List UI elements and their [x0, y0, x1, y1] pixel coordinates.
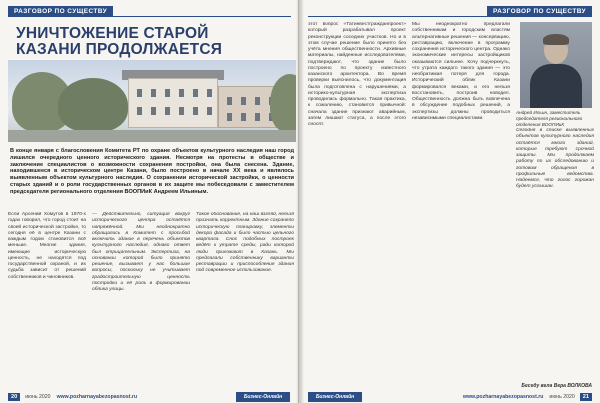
rubric-rule-left — [8, 16, 291, 17]
photo-building — [128, 78, 218, 128]
publication-logo-right: Бизнес-Онлайн — [308, 392, 362, 402]
issue-date-right: июнь 2020 — [549, 394, 575, 400]
building-photo — [8, 60, 296, 142]
footer-right — [308, 391, 592, 403]
left-column-1: Если Арсений Хомутов в 1970-х годах говорил, что город стоит на своей исторической застройке, то сегодня её в центре Казани с каждым годом становится всё меньше. Многие здания, имеющие историческую ценность, не находятся под государственной охраной, и их судьба зависит от решений собственников и чиновников. — [8, 212, 86, 280]
interviewee-portrait — [520, 22, 592, 108]
page-number-right: 21 — [580, 393, 592, 401]
left-page — [0, 0, 299, 403]
right-column-2: Мы неоднократно предлагали собственникам и городским властям альтернативные решения — консервацию, реставрацию, включение в программу сохранения исторического центра. Однако экономические интересы застройщиков оказываются сильнее. Хочу подчеркнуть, что утрата каждого такого здания — это необратимая потеря для города. Исторический облик Казани формировался веками, и его нельзя восстановить, построив новодел. Общественность должна быть вовлечена в обсуждение подобных решений, а экспертизы должны проводиться независимыми специалистами. — [412, 22, 510, 121]
issue-date-left: июнь 2020 — [25, 394, 51, 400]
rubric-right: РАЗГОВОР ПО СУЩЕСТВУ — [487, 6, 592, 17]
portrait-body — [530, 64, 582, 108]
right-column-1: этот вопрос «Татинвестгражданпроект» который разрабатывал проект реконструкции соседних участков. Но и в этом случае решение было принято без учёта мнения общественности. Архивные материалы, найденные исследователями, подтверждают, что здание было построено по проекту известного казанского архитектора. Во время проверки выяснилось, что документация была подготовлена с нарушениями, а историко-культурная экспертиза проводилась формально. Такая практика, к сожалению, становится привычной: сначала здание признают аварийным, затем лишают статуса, а после этого сносят. — [308, 22, 406, 127]
left-column-2: — Действительно, ситуация вокруг исторического центра остаётся напряжённой. Мы неоднократно обращались в Комитет с просьбой включить здание в перечень объектов культурного наследия, однако ответ был отрицательным. Экспертиза, на основании которой было принято решение, вызывает у нас большие вопросы, поскольку не учитывает градостроительную ценность постройки и её роль в формировании облика улицы. — [92, 212, 190, 292]
right-column-3: Сегодня в списке выявленных объектов культурного наследия остаётся много зданий, которые требуют срочной защиты. Мы продолжаем работу по их обследованию и готовим обращения в профильные ведомства. Надеемся, что голос горожан будет услышан. — [516, 128, 594, 190]
photo-tree — [58, 78, 128, 132]
portrait-hair — [543, 34, 569, 45]
site-url-right[interactable]: www.pozharnayabezopasnost.ru — [462, 394, 544, 400]
photo-ground — [8, 130, 296, 142]
article-lead: В конце января с благословения Комитета РТ по охране объектов культурного наследия наш город лишился очередного ценного исторического здания. Несмотря на протесты в обществе и заключение специалистов о возможности сохранения постройки, она была снесена. Здание, находившееся в историческом центре Казани, было построено в начале XX века и являлось выявленным объектом культурного наследия. О сохранении исторической застройки, о ценности старых зданий и о роли государственных органов в их защите мы побеседовали с заместителем председателя регионального отделения ВООПИиК Андреем Ильиным. — [10, 148, 294, 195]
left-column-3: Такое обоснование, на наш взгляд, нельзя признать корректным. Здание сохраняло историческую планировку, элементы декора фасада и было частью цельного квартала. Снос подобных построек ведёт к утрате среды, ради которой люди приезжают в Казань. Мы предлагали собственнику варианты реставрации и приспособления здания под современное использование. — [196, 212, 294, 274]
spine-shadow — [296, 0, 304, 403]
publication-logo-left: Бизнес-Онлайн — [236, 392, 290, 402]
rubric-rule-right — [308, 16, 592, 17]
article-title: УНИЧТОЖЕНИЕ СТАРОЙ КАЗАНИ ПРОДОЛЖАЕТСЯ — [16, 25, 223, 58]
site-url-left[interactable]: www.pozharnayabezopasnost.ru — [56, 394, 138, 400]
rubric-left: РАЗГОВОР ПО СУЩЕСТВУ — [8, 6, 113, 17]
article-signature: Беседу вела Вера ВОЛКОВА — [521, 383, 592, 389]
page-number-left: 20 — [8, 393, 20, 401]
portrait-caption: Андрей Ильин, заместитель председателя регионального отделения ВООПИиК — [516, 110, 583, 127]
